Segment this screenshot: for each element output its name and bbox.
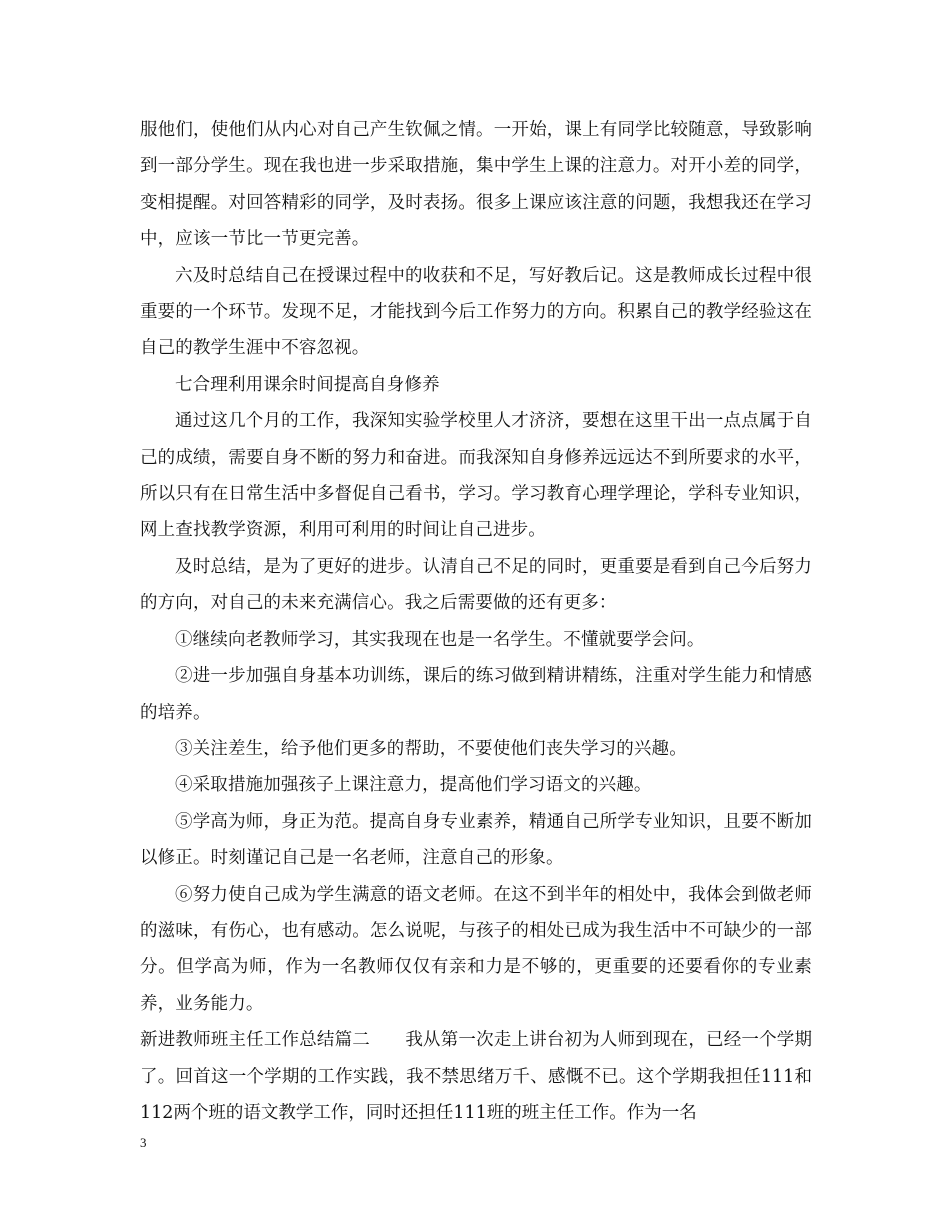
list-item-3: ③关注差生，给予他们更多的帮助，不要使他们丧失学习的兴趣。	[175, 738, 687, 759]
document-body	[140, 112, 812, 1131]
list-item-4: ④采取措施加强孩子上课注意力，提高他们学习语文的兴趣。	[175, 775, 652, 796]
list-item-1: ①继续向老教师学习，其实我现在也是一名学生。不懂就要学会问。	[175, 629, 705, 650]
paragraph-part-two: 新进教师班主任工作总结篇二 我从第一次走上讲台初为人师到现在，已经一个学期了。回首这一个学期的工作实践，我不禁思绪万千、感慨不已。这个学期我担任111和112两个班的语文教学工作，同时还担任111班的班主任工作。作为一名	[140, 1030, 812, 1123]
list-item-2: ②进一步加强自身基本功训练，课后的练习做到精讲精练，注重对学生能力和情感的培养。	[140, 666, 812, 723]
list-item-5: ⑤学高为师，身正为范。提高自身专业素养，精通自己所学专业知识，且要不断加以修正。时刻谨记自己是一名老师，注意自己的形象。	[140, 811, 812, 869]
list-item-6: ⑥努力使自己成为学生满意的语文老师。在这不到半年的相处中，我体会到做老师的滋味，有伤心，也有感动。怎么说呢，与孩子的相处已成为我生活中不可缺少的一部分。但学高为师，作为一名教师仅仅有亲和力是不够的，更重要的还要看你的专业素养，业务能力。	[140, 884, 812, 1014]
page-number: 3	[140, 1135, 147, 1150]
section-heading: 七合理利用课余时间提高自身修养	[175, 374, 440, 395]
paragraph-reflection: 六及时总结自己在授课过程中的收获和不足，写好教后记。这是教师成长过程中很重要的一个环节。发现不足，才能找到今后工作努力的方向。积累自己的教学经验这在自己的教学生涯中不容忽视。	[140, 265, 812, 359]
paragraph-continuation: 服他们，使他们从内心对自己产生钦佩之情。一开始，课上有同学比较随意，导致影响到一部分学生。现在我也进一步采取措施，集中学生上课的注意力。对开小差的同学，变相提醒。对回答精彩的同学，及时表扬。很多上课应该注意的问题，我想我还在学习中，应该一节比一节更完善。	[140, 120, 812, 250]
paragraph-summary: 及时总结，是为了更好的进步。认清自己不足的同时，更重要是看到自己今后努力的方向，对自己的未来充满信心。我之后需要做的还有更多：	[140, 556, 812, 614]
paragraph-self-improvement: 通过这几个月的工作，我深知实验学校里人才济济，要想在这里干出一点点属于自己的成绩，需要自身不断的努力和奋进。而我深知自身修养远远达不到所要求的水平，所以只有在日常生活中多督促自己看书，学习。学习教育心理学理论，学科专业知识，网上查找教学资源，利用可利用的时间让自己进步。	[140, 411, 812, 541]
